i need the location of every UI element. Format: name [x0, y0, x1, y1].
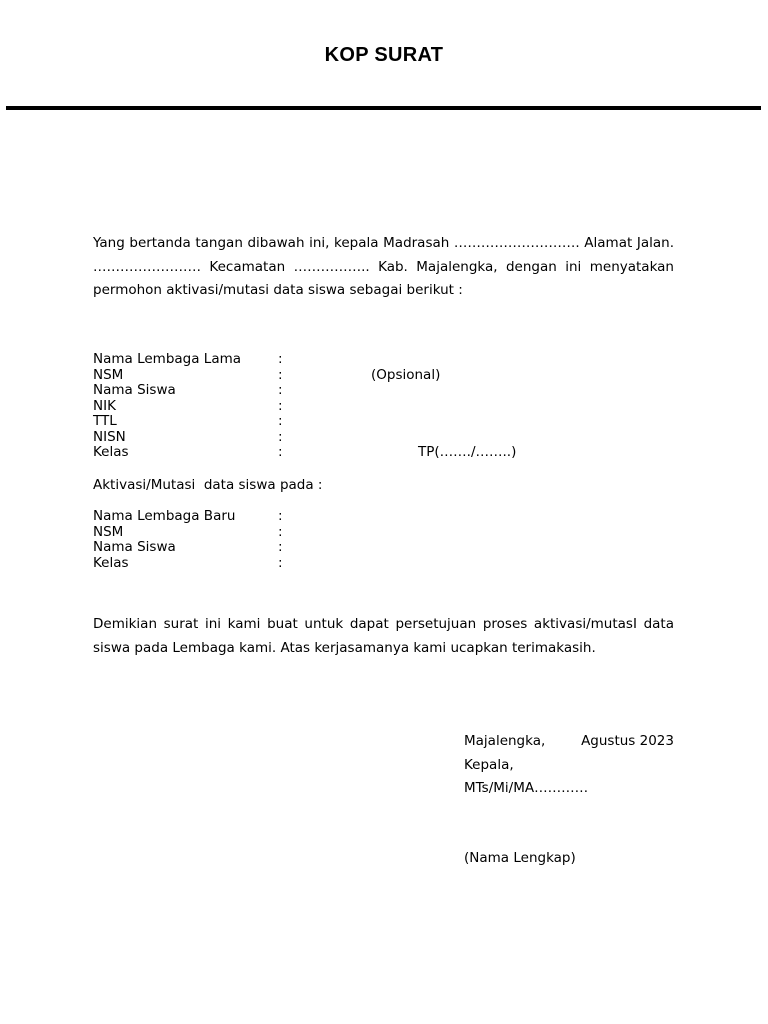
field-colon: :: [278, 508, 283, 524]
field-colon: :: [278, 397, 283, 414]
field-colon: :: [278, 444, 283, 460]
field-colon: :: [278, 554, 283, 571]
field-label: NISN: [93, 428, 126, 445]
optional-note: (Opsional): [371, 366, 441, 383]
field-label: Nama Lembaga Baru: [93, 508, 236, 524]
field-colon: :: [278, 382, 283, 398]
field-label: TTL: [93, 413, 117, 429]
field-colon: :: [278, 428, 283, 445]
signatory-name: (Nama Lengkap): [464, 850, 576, 866]
school-year-note: TP(……./……..): [418, 444, 517, 460]
field-label: NSM: [93, 523, 124, 540]
sign-institution: MTs/Mi/MA…………: [464, 780, 589, 796]
field-colon: :: [278, 351, 283, 367]
field-label: Kelas: [93, 444, 129, 460]
place-date-line: [464, 730, 674, 754]
sign-city: Majalengka,: [464, 733, 546, 749]
field-label: NIK: [93, 397, 116, 414]
sign-position: Kepala,: [464, 756, 514, 773]
field-colon: :: [278, 366, 283, 383]
letterhead-title: KOP SURAT: [324, 44, 444, 66]
section-label: Aktivasi/Mutasi data siswa pada :: [93, 477, 323, 493]
signature-block: [464, 730, 674, 801]
field-label: Kelas: [93, 554, 129, 571]
field-colon: :: [278, 413, 283, 429]
field-label: Nama Siswa: [93, 382, 176, 398]
field-label: Nama Lembaga Lama: [93, 351, 242, 367]
sign-date: Agustus 2023: [581, 733, 674, 749]
field-colon: :: [278, 539, 283, 555]
closing-paragraph: Demikian surat ini kami buat untuk dapat persetujuan proses aktivasi/mutasI data siswa pada Lembaga kami. Atas kerjasamanya kami ucapkan terimakasih.: [93, 616, 674, 656]
field-label: Nama Siswa: [93, 539, 176, 555]
field-colon: :: [278, 523, 283, 540]
intro-paragraph: Yang bertanda tangan dibawah ini, kepala Madrasah ………………………. Alamat Jalan. …………………… Kecamatan …………….. Kab. Majalengka, dengan ini menyatakan permohon aktivasi/mutasi data siswa sebagai berikut :: [93, 235, 674, 298]
letterhead-divider: [6, 106, 761, 110]
field-label: NSM: [93, 366, 124, 383]
